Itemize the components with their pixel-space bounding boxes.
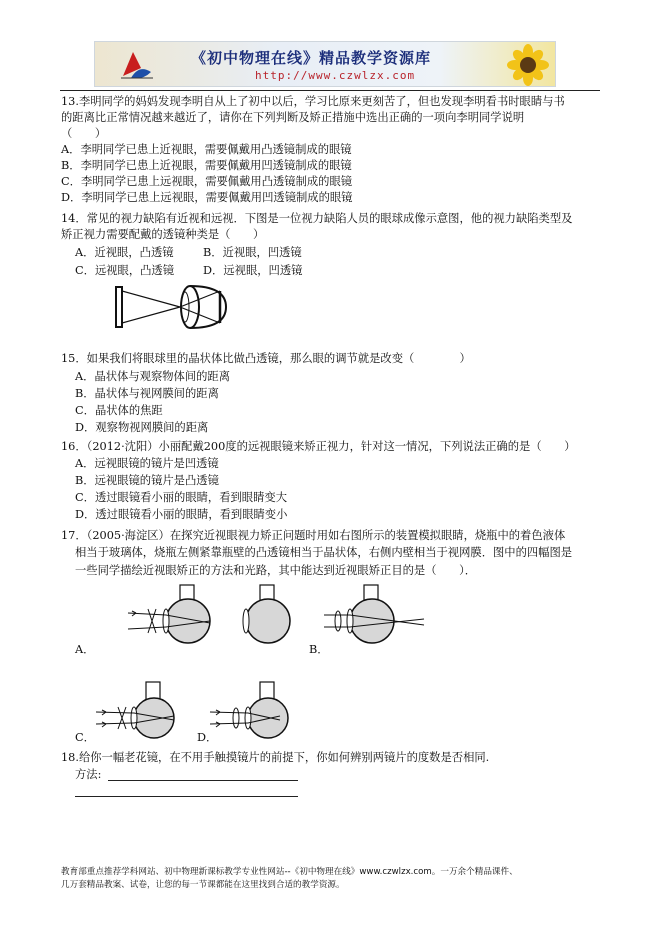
q18-method-label: 方法: <box>75 768 102 781</box>
q16-option-b: B．远视眼镜的镜片是凸透镜 <box>75 474 219 487</box>
q16-option-c: C．透过眼镜看小丽的眼睛，看到眼睛变大 <box>75 491 287 504</box>
q15-option-d: D．观察物视网膜间的距离 <box>75 421 209 434</box>
q17-diagram-a-flask-2 <box>232 583 302 645</box>
site-url: http://www.czwlzx.com <box>255 69 416 82</box>
q15-option-a: A．晶状体与观察物体间的距离 <box>75 370 231 383</box>
q17-label-d: D． <box>197 731 218 744</box>
header-rule <box>60 90 600 91</box>
header-banner <box>94 41 556 87</box>
q17-diagram-c <box>96 680 186 740</box>
footer-line1: 教育部重点推荐学科网站、初中物理新课标教学专业性网站--《初中物理在线》www.czwlzx.com。一万余个精品课件、 <box>61 867 518 877</box>
q13-option-a: A．李明同学已患上近视眼，需要佩戴用凸透镜制成的眼镜 <box>61 143 352 156</box>
site-logo-icon <box>117 46 157 82</box>
q17-diagram-b <box>324 583 434 645</box>
q13-option-d: D．李明同学已患上远视眼，需要佩戴用凹透镜制成的眼镜 <box>61 191 353 204</box>
q14-option-b: B．近视眼，凹透镜 <box>203 246 302 259</box>
q14-option-c: C．远视眼，凸透镜 <box>75 264 175 277</box>
eye-imaging-diagram <box>108 283 232 331</box>
q17-label-c: C． <box>75 731 95 744</box>
q14-line1: 14．常见的视力缺陷有近视和远视．下图是一位视力缺陷人员的眼球成像示意图，他的视力缺陷类型及 <box>61 212 573 225</box>
q17-line3: 一些同学描绘近视眼矫正的方法和光路，其中能达到近视眼矫正目的是（ ）． <box>75 564 477 577</box>
q18-answer-line-2[interactable] <box>75 796 298 797</box>
q16-line1: 16．（2012·沈阳）小丽配戴200度的远视眼镜来矫正视力，针对这一情况，下列说法正确的是（ ） <box>61 440 576 453</box>
q17-line1: 17．（2005·海淀区）在探究近视眼视力矫正问题时用如右图所示的装置模拟眼睛，烧瓶中的着色液体 <box>61 529 566 542</box>
q13-line1: 13.李明同学的妈妈发现李明自从上了初中以后，学习比原来更刻苦了，但也发现李明看书时眼睛与书 <box>61 95 565 108</box>
site-title: 《初中物理在线》精品教学资源库 <box>191 49 432 67</box>
q17-diagram-a <box>126 583 232 645</box>
q16-option-d: D．透过眼镜看小丽的眼睛，看到眼睛变小 <box>75 508 288 521</box>
q15-option-c: C．晶状体的焦距 <box>75 404 163 417</box>
q14-option-a: A．近视眼，凸透镜 <box>75 246 174 259</box>
footer-line2: 几万套精品教案、试卷，让您的每一节课都能在这里找到合适的教学资源。 <box>61 880 345 890</box>
q15-option-b: B．晶状体与视网膜间的距离 <box>75 387 219 400</box>
q17-label-b: B． <box>309 643 329 656</box>
q13-line2: 的距离比正常情况越来越近了，请你在下列判断及矫正措施中选出正确的一项向李明同学说明 <box>61 111 525 124</box>
q13-bracket: （ ） <box>61 127 107 140</box>
q17-diagram-d <box>210 680 300 740</box>
q17-line2: 相当于玻璃体，烧瓶左侧紧靠瓶壁的凸透镜相当于晶状体，右侧内壁相当于视网膜．图中的四幅图是 <box>75 546 573 559</box>
q14-option-d: D．远视眼，凹透镜 <box>203 264 303 277</box>
q18-line1: 18.给你一幅老花镜，在不用手触摸镜片的前提下，你如何辨别两镜片的度数是否相同. <box>61 751 490 764</box>
q18-answer-line-1[interactable] <box>108 780 298 781</box>
q13-option-b: B．李明同学已患上近视眼，需要佩戴用凹透镜制成的眼镜 <box>61 159 352 172</box>
q14-line2: 矫正视力需要配戴的透镜种类是（ ） <box>61 228 265 241</box>
q15-line1: 15．如果我们将眼球里的晶状体比做凸透镜，那么眼的调节就是改变（ ） <box>61 352 471 365</box>
sunflower-icon <box>503 44 553 86</box>
q13-option-c: C．李明同学已患上远视眼，需要佩戴用凸透镜制成的眼镜 <box>61 175 353 188</box>
q16-option-a: A．远视眼镜的镜片是凹透镜 <box>75 457 219 470</box>
q17-label-a: A． <box>75 643 95 656</box>
